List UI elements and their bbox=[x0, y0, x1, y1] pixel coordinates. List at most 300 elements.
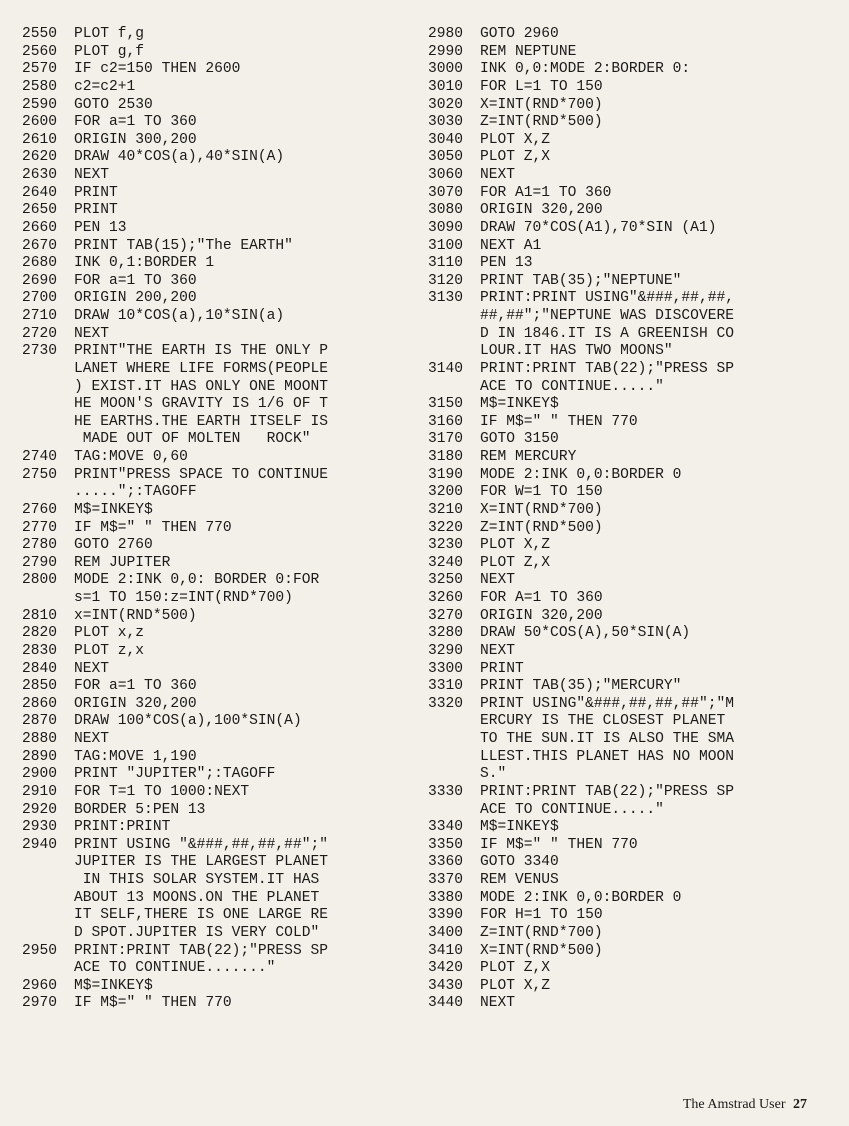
code-line bbox=[428, 255, 838, 273]
code-text: X=INT(RND*500) bbox=[480, 942, 603, 959]
line-number bbox=[22, 907, 74, 925]
code-line-continuation bbox=[428, 766, 838, 784]
code-line bbox=[22, 661, 422, 679]
line-number: 3360 bbox=[428, 854, 464, 871]
line-number: 3150 bbox=[428, 396, 464, 413]
line-number: 3250 bbox=[428, 572, 464, 589]
code-line bbox=[22, 97, 422, 115]
code-text: s=1 TO 150:z=INT(RND*700) bbox=[74, 590, 293, 606]
code-text: DRAW 100*COS(a),100*SIN(A) bbox=[74, 713, 302, 730]
code-text: IF c2=150 THEN 2600 bbox=[74, 61, 241, 78]
code-text: PLOT Z,X bbox=[480, 149, 551, 166]
code-text: LOUR.IT HAS TWO MOONS" bbox=[480, 343, 673, 360]
code-line bbox=[428, 431, 838, 449]
line-number: 3070 bbox=[428, 184, 464, 201]
publication-name: The Amstrad User bbox=[682, 1097, 786, 1112]
code-line-continuation bbox=[22, 361, 422, 379]
line-number: 3370 bbox=[428, 872, 464, 888]
line-number bbox=[428, 343, 480, 361]
line-number: 2830 bbox=[22, 642, 58, 659]
line-number bbox=[22, 431, 74, 449]
line-number: 3300 bbox=[428, 660, 464, 677]
code-line bbox=[22, 555, 422, 573]
line-number bbox=[428, 766, 480, 784]
code-text: FOR a=1 TO 360 bbox=[74, 272, 197, 289]
line-number: 2710 bbox=[22, 308, 58, 324]
line-number: 2760 bbox=[22, 501, 58, 518]
line-number: 3090 bbox=[428, 219, 464, 236]
code-text: INK 0,0:MODE 2:BORDER 0: bbox=[480, 61, 691, 78]
code-line bbox=[22, 44, 422, 62]
code-line bbox=[22, 537, 422, 555]
code-text: LANET WHERE LIFE FORMS(PEOPLE bbox=[74, 360, 328, 377]
line-number: 2920 bbox=[22, 801, 58, 818]
code-line bbox=[428, 290, 838, 308]
code-text: PLOT g,f bbox=[74, 43, 145, 60]
code-line bbox=[22, 255, 422, 273]
line-number: 3350 bbox=[428, 836, 464, 853]
line-number bbox=[428, 802, 480, 820]
line-number: 2670 bbox=[22, 237, 58, 254]
code-line bbox=[428, 643, 838, 661]
code-text: IF M$=" " THEN 770 bbox=[74, 995, 232, 1012]
code-line bbox=[428, 185, 838, 203]
code-text: Z=INT(RND*500) bbox=[480, 114, 603, 131]
line-number: 2900 bbox=[22, 766, 58, 783]
code-line bbox=[22, 520, 422, 538]
code-text: c2=c2+1 bbox=[74, 78, 136, 95]
code-text: PRINT:PRINT TAB(22);"PRESS SP bbox=[480, 783, 734, 800]
code-line-continuation bbox=[22, 431, 422, 449]
line-number: 2650 bbox=[22, 202, 58, 219]
line-number bbox=[428, 749, 480, 767]
line-number bbox=[22, 414, 74, 432]
line-number: 2770 bbox=[22, 519, 58, 536]
line-number: 3120 bbox=[428, 272, 464, 289]
code-text: ORIGIN 320,200 bbox=[480, 202, 603, 219]
line-number: 3380 bbox=[428, 889, 464, 906]
code-text: PEN 13 bbox=[74, 219, 127, 236]
code-text: .....";:TAGOFF bbox=[74, 484, 197, 501]
code-text: FOR L=1 TO 150 bbox=[480, 78, 603, 95]
line-number bbox=[22, 854, 74, 872]
code-text: D SPOT.JUPITER IS VERY COLD" bbox=[74, 924, 320, 941]
code-text: PRINT bbox=[74, 202, 118, 219]
code-text: REM VENUS bbox=[480, 872, 559, 888]
code-line bbox=[22, 713, 422, 731]
code-line-continuation bbox=[22, 854, 422, 872]
code-text: NEXT bbox=[480, 995, 516, 1012]
code-text: M$=INKEY$ bbox=[480, 819, 559, 836]
code-text: PLOT Z,X bbox=[480, 554, 551, 571]
code-text: NEXT A1 bbox=[480, 237, 542, 254]
code-line bbox=[428, 995, 838, 1013]
code-text: JUPITER IS THE LARGEST PLANET bbox=[74, 854, 328, 871]
code-text: Z=INT(RND*500) bbox=[480, 519, 603, 536]
line-number: 2890 bbox=[22, 748, 58, 765]
code-line bbox=[428, 854, 838, 872]
code-line bbox=[22, 502, 422, 520]
code-text: MODE 2:INK 0,0:BORDER 0 bbox=[480, 889, 682, 906]
code-text: NEXT bbox=[74, 660, 110, 677]
code-text: FOR A1=1 TO 360 bbox=[480, 184, 612, 201]
code-text: PLOT X,Z bbox=[480, 131, 551, 148]
code-text: Z=INT(RND*700) bbox=[480, 924, 603, 941]
code-text: REM MERCURY bbox=[480, 449, 577, 465]
code-text: IN THIS SOLAR SYSTEM.IT HAS bbox=[74, 872, 320, 888]
line-number: 3320 bbox=[428, 695, 464, 712]
line-number bbox=[22, 484, 74, 502]
line-number: 3400 bbox=[428, 924, 464, 941]
code-line bbox=[22, 802, 422, 820]
code-line-continuation bbox=[428, 802, 838, 820]
code-line bbox=[428, 449, 838, 467]
code-line bbox=[22, 79, 422, 97]
line-number: 3190 bbox=[428, 466, 464, 483]
code-line bbox=[22, 290, 422, 308]
code-text: REM NEPTUNE bbox=[480, 43, 577, 60]
code-text: HE MOON'S GRAVITY IS 1/6 OF T bbox=[74, 396, 328, 413]
line-number: 2660 bbox=[22, 219, 58, 236]
line-number bbox=[428, 379, 480, 397]
line-number: 2960 bbox=[22, 977, 58, 994]
line-number: 3100 bbox=[428, 237, 464, 254]
code-line bbox=[428, 925, 838, 943]
code-line bbox=[22, 837, 422, 855]
line-number: 3160 bbox=[428, 413, 464, 430]
code-text: X=INT(RND*700) bbox=[480, 96, 603, 113]
code-text: HE EARTHS.THE EARTH ITSELF IS bbox=[74, 413, 328, 430]
code-line-continuation bbox=[22, 379, 422, 397]
code-text: ABOUT 13 MOONS.ON THE PLANET bbox=[74, 889, 320, 906]
code-text: ACE TO CONTINUE......." bbox=[74, 960, 276, 977]
code-line bbox=[428, 414, 838, 432]
code-text: DRAW 70*COS(A1),70*SIN (A1) bbox=[480, 219, 717, 236]
line-number: 3130 bbox=[428, 290, 464, 307]
line-number: 3280 bbox=[428, 625, 464, 642]
code-line-continuation bbox=[428, 379, 838, 397]
code-line bbox=[428, 537, 838, 555]
code-line bbox=[428, 44, 838, 62]
line-number: 2910 bbox=[22, 783, 58, 800]
code-text: PRINT bbox=[480, 660, 524, 677]
code-line bbox=[22, 114, 422, 132]
code-text: PRINT TAB(15);"The EARTH" bbox=[74, 237, 293, 254]
code-text: GOTO 3150 bbox=[480, 431, 559, 448]
code-line bbox=[22, 625, 422, 643]
line-number: 2820 bbox=[22, 625, 58, 642]
code-line bbox=[428, 502, 838, 520]
line-number: 2950 bbox=[22, 942, 58, 959]
code-line-continuation bbox=[428, 749, 838, 767]
line-number bbox=[22, 396, 74, 414]
code-text: PEN 13 bbox=[480, 255, 533, 272]
code-text: IT SELF,THERE IS ONE LARGE RE bbox=[74, 907, 328, 924]
line-number: 2620 bbox=[22, 149, 58, 166]
page-footer bbox=[683, 1097, 807, 1113]
code-line bbox=[22, 978, 422, 996]
code-line bbox=[428, 520, 838, 538]
code-line bbox=[428, 202, 838, 220]
code-text: TO THE SUN.IT IS ALSO THE SMA bbox=[480, 731, 734, 747]
code-line bbox=[22, 343, 422, 361]
code-line bbox=[428, 837, 838, 855]
listing-left-column bbox=[22, 26, 422, 1013]
line-number: 3000 bbox=[428, 61, 464, 78]
line-number bbox=[22, 872, 74, 890]
code-line bbox=[22, 608, 422, 626]
code-text: FOR a=1 TO 360 bbox=[74, 114, 197, 131]
code-text: NEXT bbox=[480, 572, 516, 589]
line-number: 2750 bbox=[22, 466, 58, 483]
code-text: PLOT X,Z bbox=[480, 977, 551, 994]
code-line bbox=[22, 26, 422, 44]
line-number: 2940 bbox=[22, 836, 58, 853]
code-line bbox=[428, 661, 838, 679]
line-number: 2590 bbox=[22, 96, 58, 113]
code-text: D IN 1846.IT IS A GREENISH CO bbox=[480, 325, 734, 342]
code-line-continuation bbox=[428, 326, 838, 344]
code-line bbox=[428, 97, 838, 115]
code-text: DRAW 50*COS(A),50*SIN(A) bbox=[480, 625, 691, 642]
line-number: 3230 bbox=[428, 537, 464, 554]
code-line bbox=[22, 220, 422, 238]
code-line bbox=[22, 308, 422, 326]
code-line bbox=[22, 326, 422, 344]
line-number: 2730 bbox=[22, 343, 58, 360]
line-number: 3180 bbox=[428, 449, 464, 465]
code-text: M$=INKEY$ bbox=[480, 396, 559, 413]
line-number: 3260 bbox=[428, 590, 464, 606]
code-line-continuation bbox=[22, 484, 422, 502]
code-text: PLOT x,z bbox=[74, 625, 145, 642]
line-number: 2980 bbox=[428, 26, 464, 42]
line-number bbox=[22, 925, 74, 943]
line-number: 3050 bbox=[428, 149, 464, 166]
line-number: 2930 bbox=[22, 819, 58, 836]
code-text: PLOT f,g bbox=[74, 26, 145, 42]
code-line bbox=[428, 61, 838, 79]
line-number: 2580 bbox=[22, 78, 58, 95]
line-number bbox=[428, 713, 480, 731]
code-text: FOR a=1 TO 360 bbox=[74, 678, 197, 695]
line-number: 2880 bbox=[22, 731, 58, 747]
code-line bbox=[428, 960, 838, 978]
code-text: NEXT bbox=[480, 167, 516, 183]
code-text: ORIGIN 300,200 bbox=[74, 131, 197, 148]
code-line bbox=[22, 202, 422, 220]
line-number: 3140 bbox=[428, 360, 464, 377]
code-line bbox=[22, 943, 422, 961]
code-text: INK 0,1:BORDER 1 bbox=[74, 255, 215, 272]
code-line bbox=[428, 396, 838, 414]
code-text: REM JUPITER bbox=[74, 554, 171, 571]
code-line bbox=[428, 696, 838, 714]
line-number bbox=[22, 379, 74, 397]
line-number: 2740 bbox=[22, 449, 58, 465]
code-text: FOR W=1 TO 150 bbox=[480, 484, 603, 501]
code-line bbox=[428, 572, 838, 590]
line-number: 3290 bbox=[428, 642, 464, 659]
line-number: 2970 bbox=[22, 995, 58, 1012]
code-line bbox=[428, 361, 838, 379]
code-line bbox=[428, 890, 838, 908]
code-line bbox=[428, 167, 838, 185]
code-line bbox=[428, 872, 838, 890]
code-text: GOTO 3340 bbox=[480, 854, 559, 871]
line-number: 3330 bbox=[428, 783, 464, 800]
code-line bbox=[22, 819, 422, 837]
code-text: PLOT Z,X bbox=[480, 960, 551, 977]
code-text: PRINT:PRINT USING"&###,##,##, bbox=[480, 290, 734, 307]
line-number: 3410 bbox=[428, 942, 464, 959]
code-line bbox=[22, 238, 422, 256]
code-line bbox=[428, 132, 838, 150]
line-number: 2600 bbox=[22, 114, 58, 131]
code-text: GOTO 2760 bbox=[74, 537, 153, 554]
code-text: PLOT X,Z bbox=[480, 537, 551, 554]
code-text: PRINT TAB(35);"MERCURY" bbox=[480, 678, 682, 695]
code-line bbox=[22, 185, 422, 203]
code-line bbox=[22, 572, 422, 590]
code-text: FOR A=1 TO 360 bbox=[480, 590, 603, 606]
line-number: 2690 bbox=[22, 272, 58, 289]
line-number: 3220 bbox=[428, 519, 464, 536]
code-line bbox=[428, 149, 838, 167]
code-text: ACE TO CONTINUE....." bbox=[480, 378, 664, 395]
code-line bbox=[428, 467, 838, 485]
line-number: 2550 bbox=[22, 26, 58, 42]
code-text: ERCURY IS THE CLOSEST PLANET bbox=[480, 713, 726, 730]
line-number bbox=[428, 308, 480, 326]
code-line-continuation bbox=[22, 925, 422, 943]
code-line bbox=[428, 79, 838, 97]
code-text: ) EXIST.IT HAS ONLY ONE MOONT bbox=[74, 378, 328, 395]
code-line bbox=[22, 678, 422, 696]
code-line bbox=[22, 995, 422, 1013]
code-text: PRINT USING "&###,##,##,##";" bbox=[74, 836, 328, 853]
code-text: ORIGIN 200,200 bbox=[74, 290, 197, 307]
line-number: 2860 bbox=[22, 695, 58, 712]
line-number: 3240 bbox=[428, 554, 464, 571]
line-number bbox=[428, 731, 480, 749]
code-text: GOTO 2960 bbox=[480, 26, 559, 42]
line-number: 2610 bbox=[22, 131, 58, 148]
line-number bbox=[22, 590, 74, 608]
code-line bbox=[428, 819, 838, 837]
code-line bbox=[22, 167, 422, 185]
code-text: PRINT:PRINT TAB(22);"PRESS SP bbox=[74, 942, 328, 959]
line-number: 2680 bbox=[22, 255, 58, 272]
line-number: 2780 bbox=[22, 537, 58, 554]
code-text: NEXT bbox=[74, 167, 110, 183]
line-number bbox=[22, 890, 74, 908]
code-text: NEXT bbox=[480, 642, 516, 659]
code-line bbox=[22, 467, 422, 485]
line-number: 3420 bbox=[428, 960, 464, 977]
code-text: ORIGIN 320,200 bbox=[480, 607, 603, 624]
code-text: MADE OUT OF MOLTEN ROCK" bbox=[74, 431, 311, 448]
line-number: 2720 bbox=[22, 325, 58, 342]
code-text: PRINT:PRINT TAB(22);"PRESS SP bbox=[480, 360, 734, 377]
code-line bbox=[428, 590, 838, 608]
code-line bbox=[22, 61, 422, 79]
line-number: 3030 bbox=[428, 114, 464, 131]
code-text: PRINT bbox=[74, 184, 118, 201]
code-text: S." bbox=[480, 766, 507, 783]
line-number: 2630 bbox=[22, 167, 58, 183]
code-line bbox=[428, 608, 838, 626]
line-number: 3170 bbox=[428, 431, 464, 448]
line-number: 3040 bbox=[428, 131, 464, 148]
code-line bbox=[22, 449, 422, 467]
code-line bbox=[22, 784, 422, 802]
code-text: DRAW 40*COS(a),40*SIN(A) bbox=[74, 149, 285, 166]
code-text: MODE 2:INK 0,0:BORDER 0 bbox=[480, 466, 682, 483]
code-line bbox=[22, 132, 422, 150]
code-text: DRAW 10*COS(a),10*SIN(a) bbox=[74, 308, 285, 324]
line-number: 3020 bbox=[428, 96, 464, 113]
code-text: X=INT(RND*700) bbox=[480, 501, 603, 518]
code-text: GOTO 2530 bbox=[74, 96, 153, 113]
code-line-continuation bbox=[428, 308, 838, 326]
listing-right-column bbox=[428, 26, 838, 1013]
code-text: TAG:MOVE 0,60 bbox=[74, 449, 188, 465]
code-text: PLOT z,x bbox=[74, 642, 145, 659]
line-number: 2800 bbox=[22, 572, 58, 589]
code-line bbox=[428, 943, 838, 961]
code-text: TAG:MOVE 1,190 bbox=[74, 748, 197, 765]
code-line bbox=[22, 766, 422, 784]
line-number: 2840 bbox=[22, 660, 58, 677]
code-line bbox=[428, 678, 838, 696]
line-number: 2810 bbox=[22, 607, 58, 624]
code-line bbox=[428, 238, 838, 256]
line-number bbox=[22, 361, 74, 379]
code-line bbox=[428, 978, 838, 996]
code-text: FOR T=1 TO 1000:NEXT bbox=[74, 783, 250, 800]
line-number: 3270 bbox=[428, 607, 464, 624]
code-line bbox=[22, 273, 422, 291]
code-line bbox=[22, 149, 422, 167]
code-text: IF M$=" " THEN 770 bbox=[480, 836, 638, 853]
code-line bbox=[428, 114, 838, 132]
code-line-continuation bbox=[428, 343, 838, 361]
code-text: FOR H=1 TO 150 bbox=[480, 907, 603, 924]
line-number: 2700 bbox=[22, 290, 58, 307]
code-text: IF M$=" " THEN 770 bbox=[74, 519, 232, 536]
code-text: LLEST.THIS PLANET HAS NO MOON bbox=[480, 748, 734, 765]
line-number: 3440 bbox=[428, 995, 464, 1012]
code-line bbox=[428, 784, 838, 802]
code-text: M$=INKEY$ bbox=[74, 977, 153, 994]
code-line bbox=[22, 643, 422, 661]
line-number: 3200 bbox=[428, 484, 464, 501]
code-text: PRINT "JUPITER";:TAGOFF bbox=[74, 766, 276, 783]
code-line-continuation bbox=[22, 396, 422, 414]
code-line-continuation bbox=[428, 731, 838, 749]
code-line bbox=[22, 749, 422, 767]
code-text: IF M$=" " THEN 770 bbox=[480, 413, 638, 430]
code-text: PRINT TAB(35);"NEPTUNE" bbox=[480, 272, 682, 289]
line-number: 3430 bbox=[428, 977, 464, 994]
code-line-continuation bbox=[22, 960, 422, 978]
code-line-continuation bbox=[22, 590, 422, 608]
code-line bbox=[428, 484, 838, 502]
code-text: ACE TO CONTINUE....." bbox=[480, 801, 664, 818]
page-number: 27 bbox=[793, 1097, 807, 1112]
line-number bbox=[428, 326, 480, 344]
